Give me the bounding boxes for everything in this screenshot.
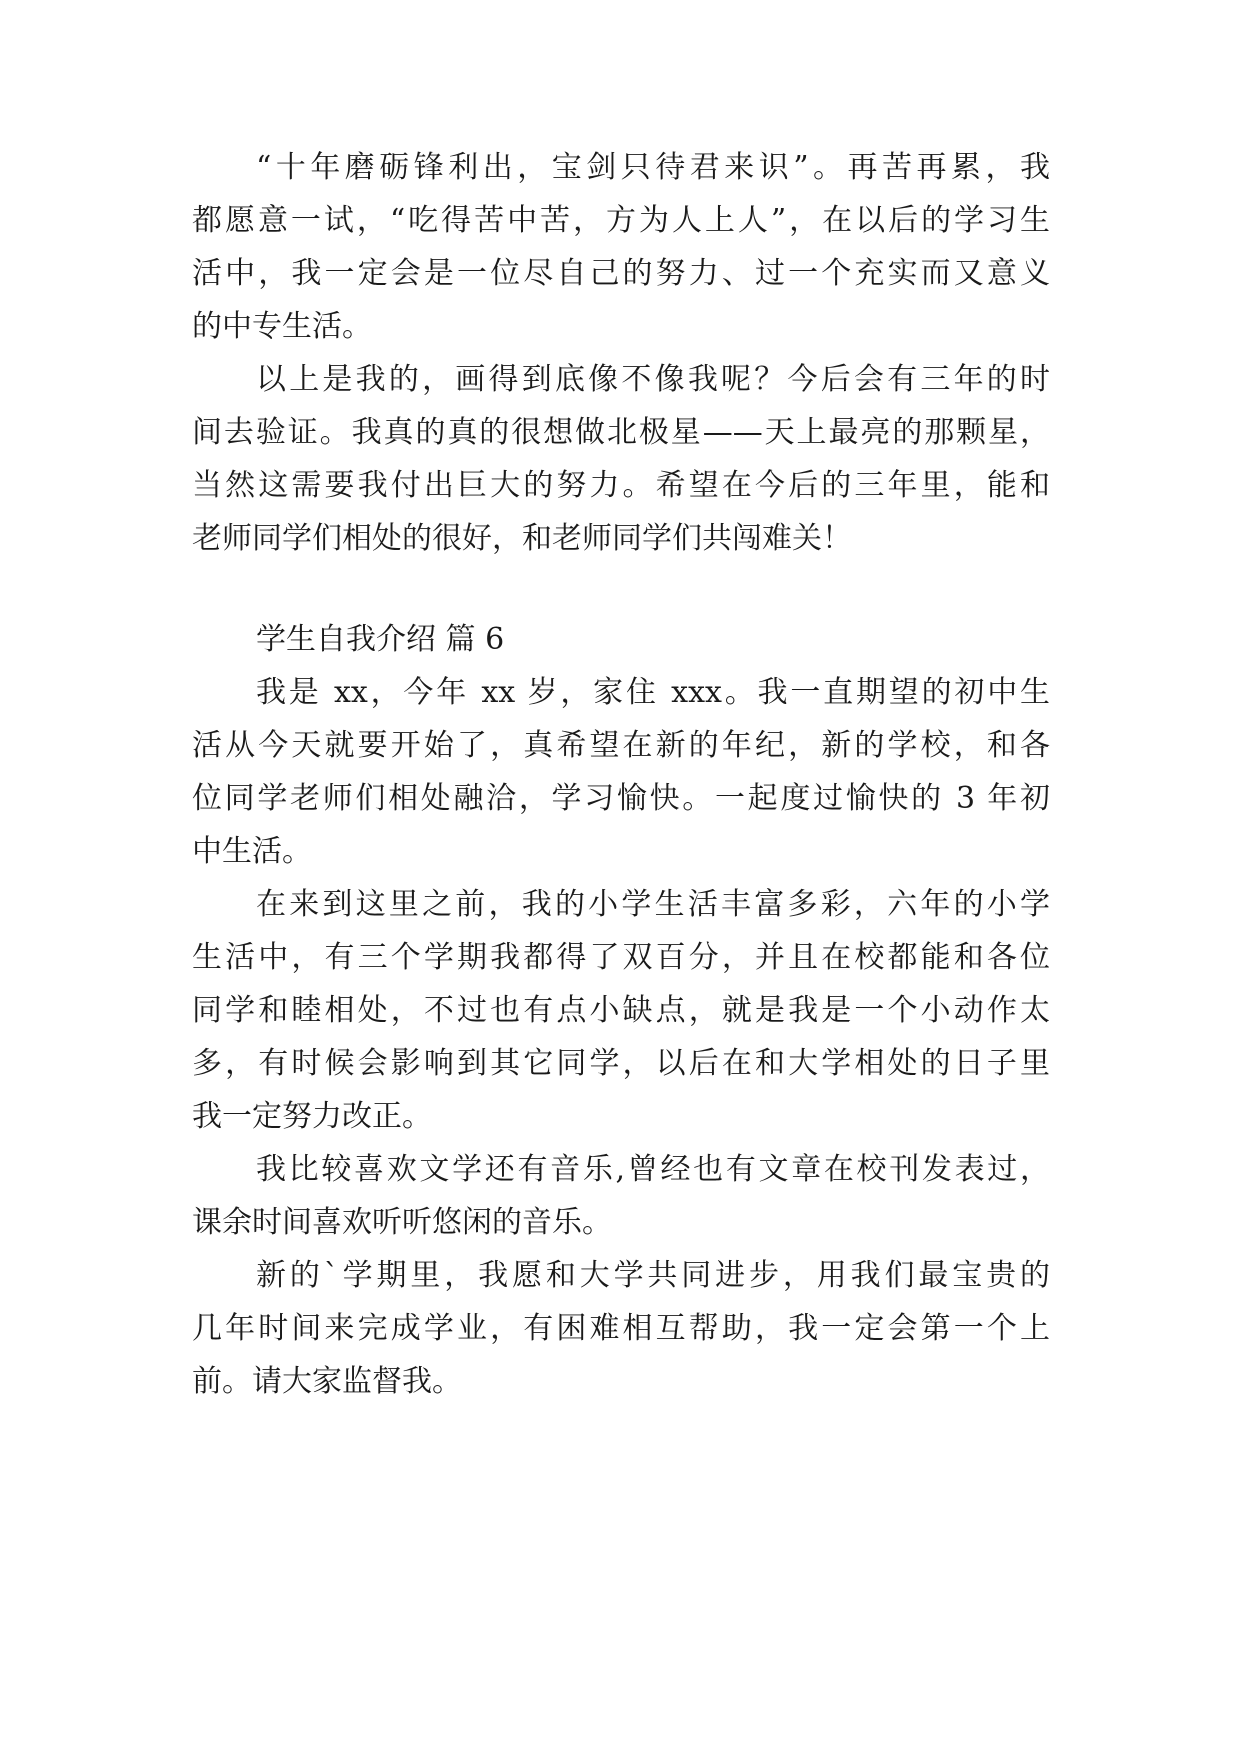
paragraph-line: 老师同学们相处的很好，和老师同学们共闯难关！ — [192, 521, 852, 556]
paragraph-line: 我是 xx，今年 xx 岁，家住 xxx。我一直期望的初中生 — [256, 675, 1050, 710]
paragraph-line: 生活中，有三个学期我都得了双百分，并且在校都能和各位 — [192, 940, 1050, 975]
paragraph-line: 在来到这里之前，我的小学生活丰富多彩，六年的小学 — [256, 887, 1050, 922]
paragraph-line: 我比较喜欢文学还有音乐,曾经也有文章在校刊发表过， — [256, 1152, 1050, 1187]
paragraph-line: 课余时间喜欢听听悠闲的音乐。 — [192, 1205, 612, 1240]
paragraph-line: 中生活。 — [192, 834, 312, 869]
paragraph-line: 新的`学期里，我愿和大学共同进步，用我们最宝贵的 — [256, 1258, 1050, 1293]
paragraph-line: 以上是我的，画得到底像不像我呢？今后会有三年的时 — [256, 362, 1050, 397]
paragraph-line: 当然这需要我付出巨大的努力。希望在今后的三年里，能和 — [192, 468, 1050, 503]
paragraph-line: 的中专生活。 — [192, 309, 372, 344]
paragraph-line: 都愿意一试，“吃得苦中苦，方为人上人”，在以后的学习生 — [192, 203, 1050, 238]
paragraph-line: 间去验证。我真的真的很想做北极星——天上最亮的那颗星， — [192, 415, 1050, 450]
paragraph-line: 多，有时候会影响到其它同学，以后在和大学相处的日子里 — [192, 1046, 1050, 1081]
paragraph-line: “十年磨砺锋利出，宝剑只待君来识”。再苦再累，我 — [256, 150, 1050, 185]
section-heading: 学生自我介绍 篇 6 — [256, 622, 505, 657]
paragraph-line: 几年时间来完成学业，有困难相互帮助，我一定会第一个上 — [192, 1311, 1050, 1346]
paragraph-line: 同学和睦相处，不过也有点小缺点，就是我是一个小动作太 — [192, 993, 1050, 1028]
paragraph-line: 位同学老师们相处融洽，学习愉快。一起度过愉快的 3 年初 — [192, 781, 1050, 816]
paragraph-line: 活从今天就要开始了，真希望在新的年纪，新的学校，和各 — [192, 728, 1050, 763]
paragraph-line: 我一定努力改正。 — [192, 1099, 432, 1134]
paragraph-line: 活中，我一定会是一位尽自己的努力、过一个充实而又意义 — [192, 256, 1050, 291]
paragraph-line: 前。请大家监督我。 — [192, 1364, 462, 1399]
